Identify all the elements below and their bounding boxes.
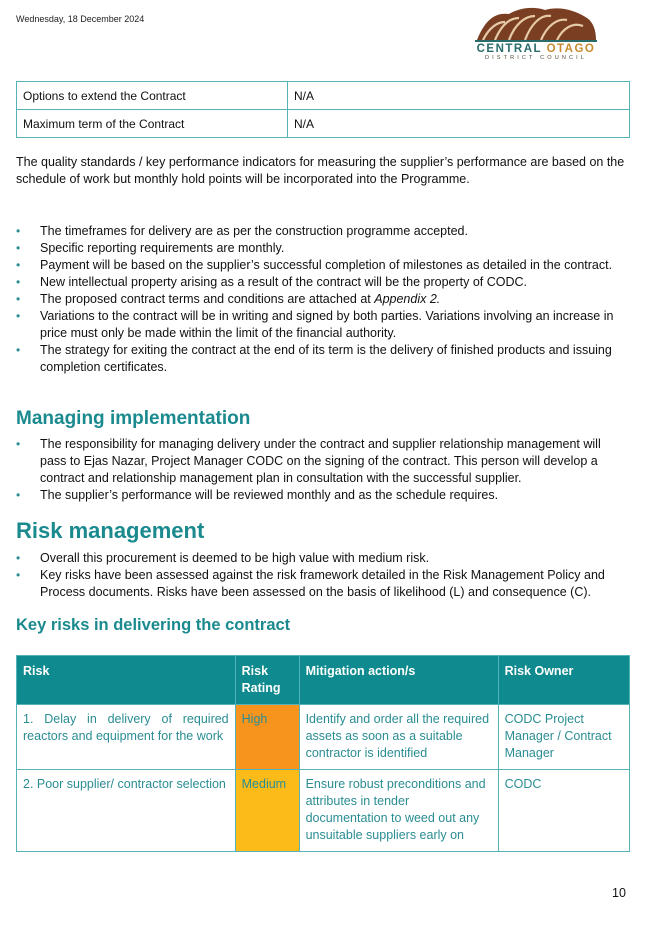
list-item: • The timeframes for delivery are as per the construction programme accepted.: [16, 224, 468, 238]
contract-terms-table: [16, 81, 630, 138]
table-cell-label: Maximum term of the Contract: [17, 110, 288, 138]
risk-owner-cell: CODC Project Manager / Contract Manager: [498, 705, 629, 770]
bullet-icon: •: [16, 241, 21, 255]
risk-cell: 2. Poor supplier/ contractor selection: [17, 770, 236, 852]
table-row: [17, 110, 630, 138]
risk-rating-cell: Medium: [235, 770, 299, 852]
bullet-icon: •: [16, 224, 21, 238]
mountain-logo-icon: [475, 4, 597, 44]
bullet-icon: •: [16, 343, 21, 357]
appendix-reference: Appendix 2.: [374, 292, 441, 306]
list-item: • New intellectual property arising as a result of the contract will be the property of CODC.: [16, 275, 528, 289]
quality-paragraph: The quality standards / key performance indicators for measuring the supplier’s performance are based on the schedule of work but monthly hold points will be incorporated into the Programme.: [16, 155, 625, 186]
key-risks-table: [16, 655, 630, 852]
list-item: • The strategy for exiting the contract at the end of its term is the delivery of finished products and issuing completion certificates.: [16, 343, 612, 374]
list-item: • The proposed contract terms and conditions are attached at Appendix 2.: [16, 292, 441, 306]
table-cell-value: N/A: [288, 82, 630, 110]
column-header: Risk Owner: [498, 656, 629, 705]
column-header: Risk: [17, 656, 236, 705]
risk-cell: 1. Delay in delivery of required reactors and equipment for the work: [17, 705, 236, 770]
bullet-icon: •: [16, 488, 21, 502]
bullet-icon: •: [16, 275, 21, 289]
risk-bullet-list: [16, 550, 630, 601]
table-row: [17, 82, 630, 110]
logo-subtitle: DISTRICT COUNCIL: [484, 55, 588, 61]
risk-management-heading: Risk management: [16, 518, 205, 543]
page-number: 10: [612, 886, 626, 900]
mitigation-cell: Identify and order all the required assets as soon as a suitable contractor is identified: [299, 705, 498, 770]
delivery-bullet-list: [16, 223, 630, 376]
managing-implementation-heading: Managing implementation: [16, 408, 251, 429]
table-row: [17, 705, 630, 770]
mitigation-cell: Ensure robust preconditions and attributes in tender documentation to weed out any unsuitable suppliers early on: [299, 770, 498, 852]
list-item: • Payment will be based on the supplier’s successful completion of milestones as detailed in the contract.: [16, 258, 613, 272]
bullet-icon: •: [16, 437, 21, 451]
bullet-icon: •: [16, 568, 21, 582]
bullet-icon: •: [16, 551, 21, 565]
header-date: Wednesday, 18 December 2024: [16, 14, 145, 24]
key-risks-heading: Key risks in delivering the contract: [16, 616, 291, 634]
column-header: Risk Rating: [235, 656, 299, 705]
list-item: • Specific reporting requirements are monthly.: [16, 241, 285, 255]
list-item: • The supplier’s performance will be reviewed monthly and as the schedule requires.: [16, 488, 499, 502]
table-cell-value: N/A: [288, 110, 630, 138]
risk-rating-cell: High: [235, 705, 299, 770]
list-item: • Overall this procurement is deemed to be high value with medium risk.: [16, 551, 430, 565]
council-logo: [472, 4, 600, 62]
risk-owner-cell: CODC: [498, 770, 629, 852]
bullet-icon: •: [16, 309, 21, 323]
list-item: • Variations to the contract will be in writing and signed by both parties. Variations involving an increase in price must only be made within the limit of the financial authority.: [16, 309, 614, 340]
table-row: [17, 770, 630, 852]
list-item: • The responsibility for managing delivery under the contract and supplier relationship management will pass to Ejas Nazar, Project Manager CODC on the signing of the contract. This person will develop a contract and relationship management plan in consultation with the successful supplier.: [16, 437, 601, 485]
list-item: • Key risks have been assessed against the risk framework detailed in the Risk Management Policy and Process documents. Risks have been assessed on the basis of likelihood (L) and consequence (C).: [16, 568, 605, 599]
column-header: Mitigation action/s: [299, 656, 498, 705]
bullet-icon: •: [16, 292, 21, 306]
managing-bullet-list: [16, 436, 630, 504]
table-header-row: [17, 656, 630, 705]
logo-wordmark: CENTRAL OTAGO: [476, 43, 596, 55]
table-cell-label: Options to extend the Contract: [17, 82, 288, 110]
bullet-icon: •: [16, 258, 21, 272]
